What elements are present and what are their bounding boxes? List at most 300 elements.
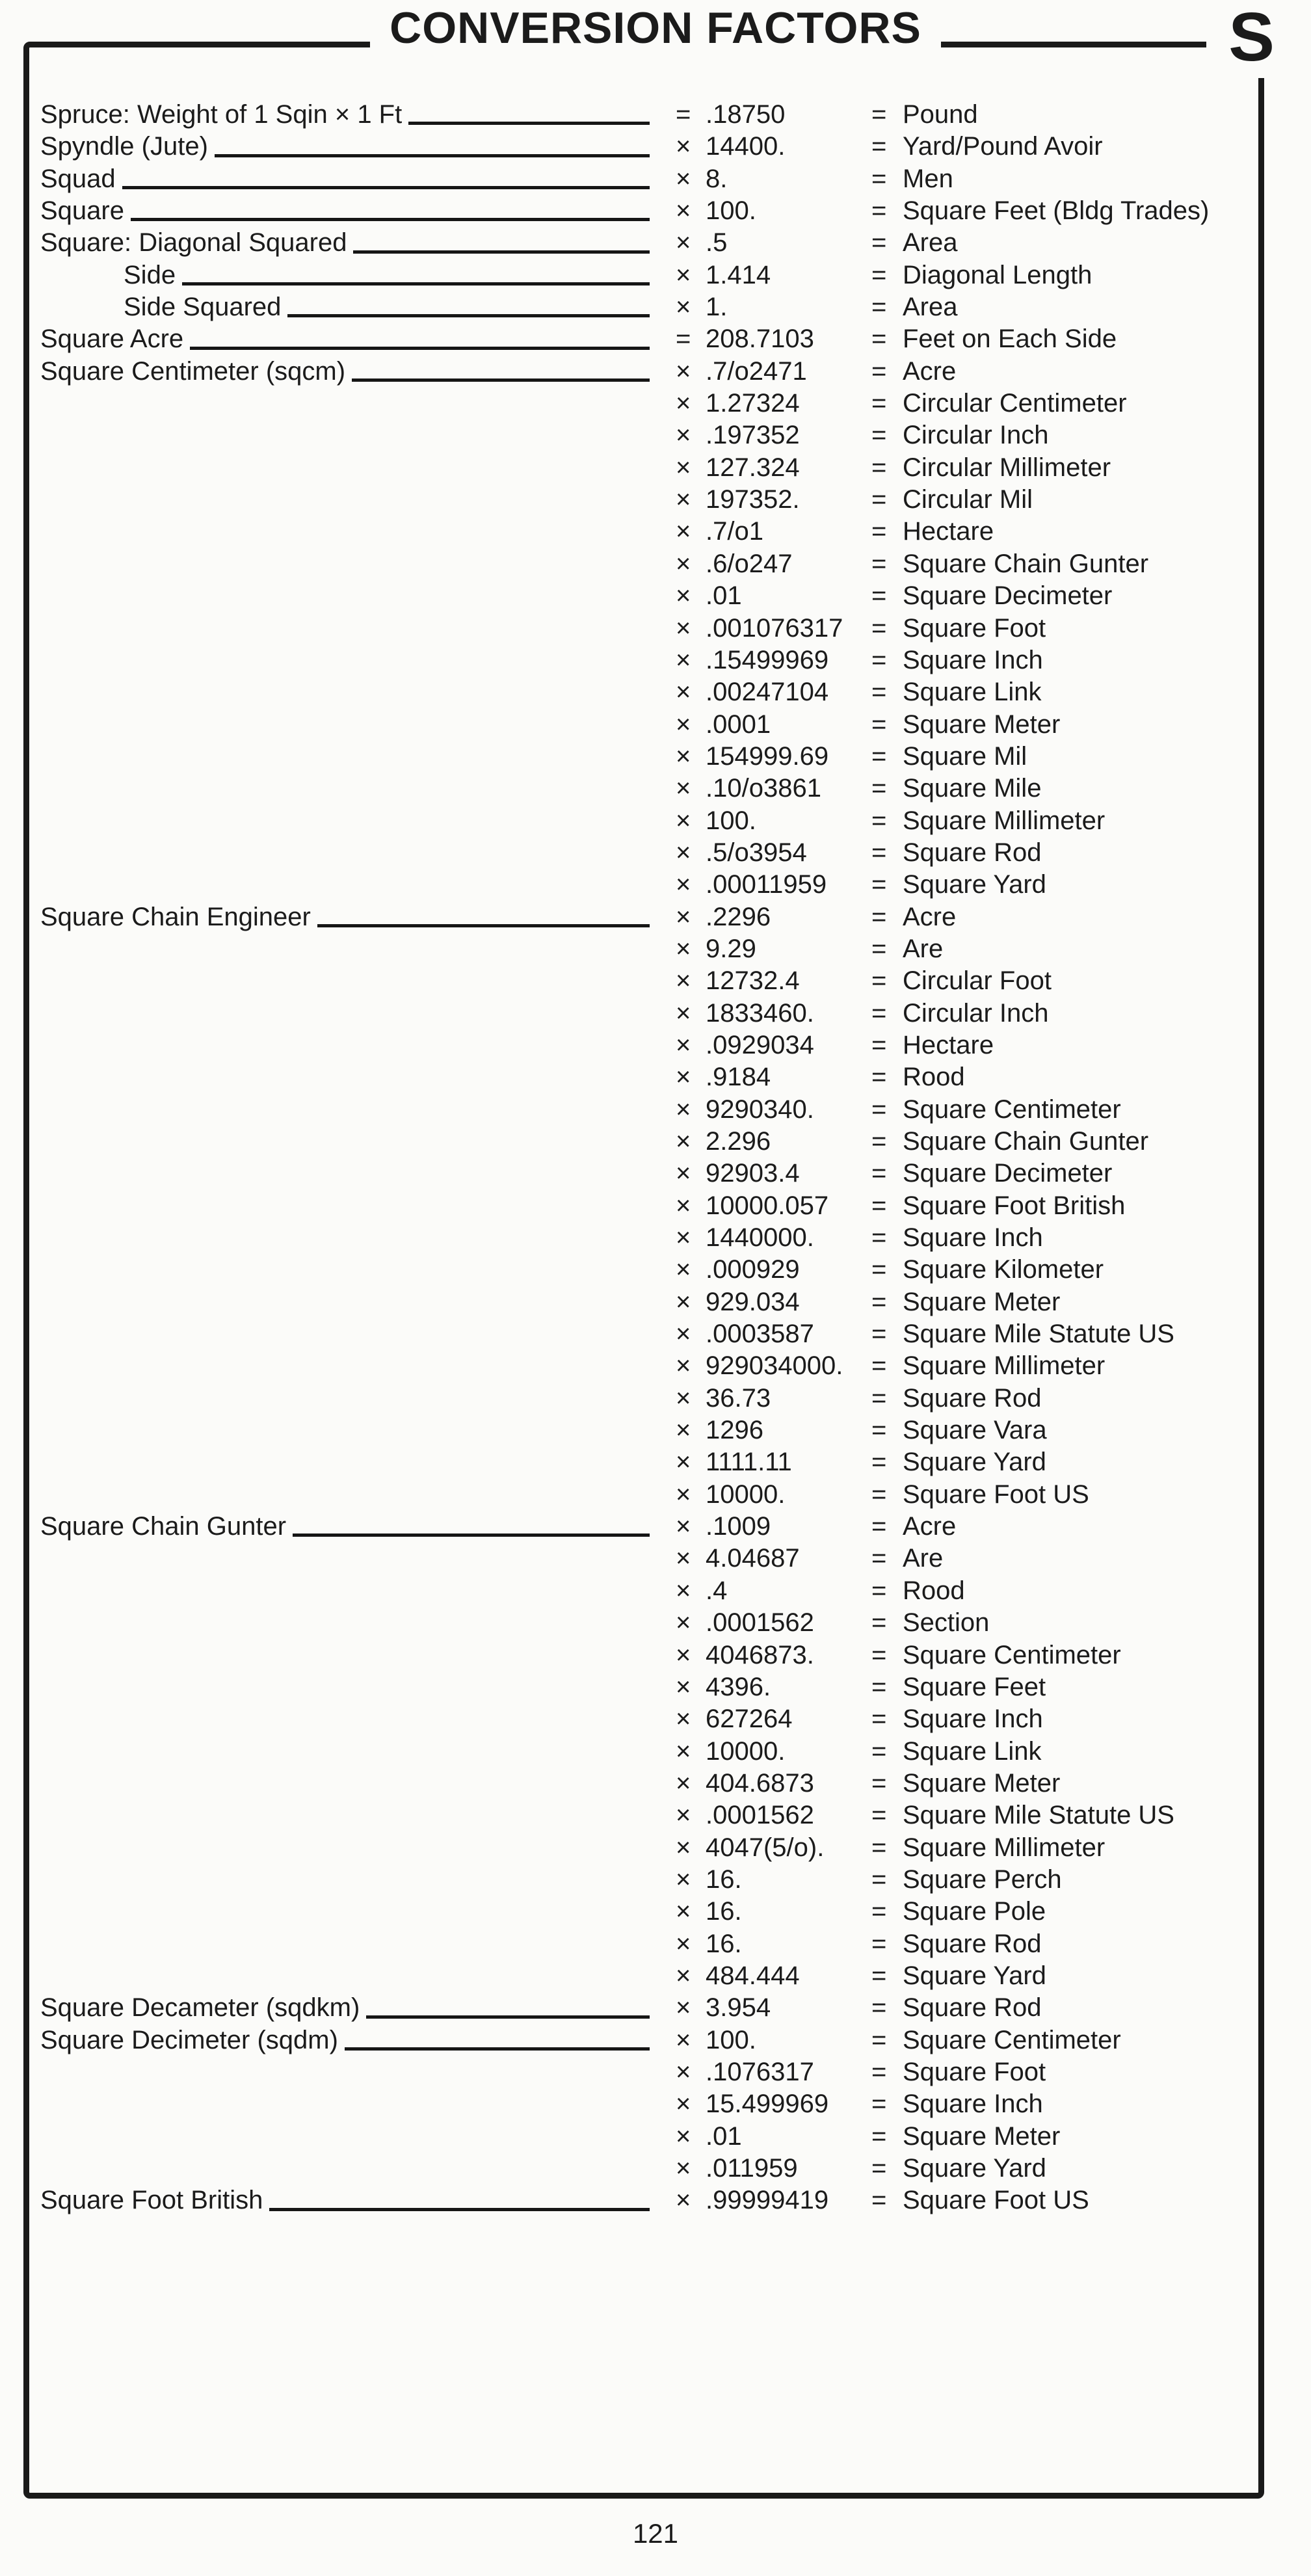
result-cell <box>871 709 1311 741</box>
result-cell <box>871 1414 1311 1446</box>
factor-value: 208.7103 <box>706 325 814 354</box>
operator-sign: × <box>676 1159 691 1188</box>
result-cell <box>871 741 1311 773</box>
equals-sign: = <box>871 549 887 578</box>
equals-sign: = <box>871 356 887 386</box>
unit-label: Square Foot British <box>40 2186 263 2215</box>
factor-value: .1076317 <box>706 2057 814 2086</box>
result-cell <box>871 1799 1311 1831</box>
unit-label-cell <box>0 1799 654 1831</box>
conversion-row <box>0 1575 1311 1607</box>
result-cell <box>871 2056 1311 2088</box>
conversion-row <box>0 1254 1311 1286</box>
result-cell <box>871 1671 1311 1703</box>
result-unit: Are <box>903 934 944 963</box>
conversion-row <box>0 805 1311 837</box>
unit-label-cell <box>0 613 654 644</box>
equals-sign: = <box>871 1833 887 1862</box>
factor-value: 1.414 <box>706 260 771 289</box>
operator-sign: × <box>676 838 691 867</box>
result-cell <box>871 259 1311 291</box>
unit-label-cell <box>0 1832 654 1864</box>
equals-sign: = <box>871 1961 887 1990</box>
equals-sign: = <box>871 325 887 354</box>
result-cell <box>871 869 1311 901</box>
factor-cell <box>654 291 871 323</box>
conversion-row <box>0 1126 1311 1158</box>
result-cell <box>871 2088 1311 2120</box>
operator-sign: × <box>676 196 691 226</box>
factor-value: .0001562 <box>706 1608 814 1638</box>
equals-sign: = <box>871 2154 887 2183</box>
unit-label-cell <box>0 1286 654 1318</box>
factor-cell <box>654 388 871 419</box>
result-unit: Square Centimeter <box>903 1640 1121 1669</box>
factor-cell <box>654 1126 871 1158</box>
result-cell <box>871 323 1311 355</box>
factor-cell <box>654 1383 871 1414</box>
equals-sign: = <box>871 1287 887 1316</box>
result-cell <box>871 965 1311 997</box>
factor-value: .0001 <box>706 710 771 739</box>
equals-sign: = <box>871 389 887 418</box>
result-unit: Diagonal Length <box>903 260 1092 289</box>
operator-sign: × <box>676 2186 691 2215</box>
operator-sign: × <box>676 549 691 578</box>
factor-value: .000929 <box>706 1255 800 1284</box>
result-unit: Feet on Each Side <box>903 325 1117 354</box>
conversion-row <box>0 291 1311 323</box>
result-cell <box>871 805 1311 837</box>
result-cell <box>871 419 1311 451</box>
unit-label-cell <box>0 965 654 997</box>
equals-sign: = <box>871 2121 887 2151</box>
result-unit: Square Inch <box>903 1223 1043 1253</box>
factor-value: 1440000. <box>706 1223 814 1253</box>
result-cell <box>871 644 1311 676</box>
factor-cell <box>654 2025 871 2056</box>
factor-value: 10000. <box>706 1480 786 1509</box>
factor-value: .5 <box>706 228 728 258</box>
unit-label-cell <box>0 1479 654 1511</box>
factor-cell <box>654 933 871 965</box>
equals-sign: = <box>871 1030 887 1059</box>
unit-label-cell <box>0 1736 654 1768</box>
result-cell <box>871 1960 1311 1992</box>
factor-value: .7/o2471 <box>706 356 807 386</box>
result-unit: Square Foot US <box>903 1480 1089 1509</box>
factor-value: 16. <box>706 1929 742 1958</box>
result-cell <box>871 1158 1311 1189</box>
result-unit: Circular Inch <box>903 421 1049 450</box>
result-unit: Pound <box>903 100 978 129</box>
unit-label: Square Decimeter (sqdm) <box>40 2025 338 2054</box>
unit-label-cell <box>0 1992 654 2024</box>
factor-cell <box>654 2056 871 2088</box>
operator-sign: × <box>676 1897 691 1926</box>
factor-cell <box>654 1799 871 1831</box>
unit-label-cell <box>0 227 654 259</box>
operator-sign: × <box>676 1736 691 1766</box>
unit-label-cell <box>0 709 654 741</box>
factor-value: .0003587 <box>706 1320 814 1349</box>
unit-label-cell <box>0 1254 654 1286</box>
section-letter-tab: S <box>1206 0 1285 78</box>
result-unit: Circular Millimeter <box>903 453 1111 482</box>
conversion-row <box>0 1896 1311 1928</box>
result-unit: Square Chain Gunter <box>903 1127 1149 1156</box>
result-cell <box>871 1864 1311 1896</box>
factor-value: 1833460. <box>706 998 814 1028</box>
unit-label-cell <box>0 1126 654 1158</box>
equals-sign: = <box>871 132 887 161</box>
factor-value: 16. <box>706 1865 742 1894</box>
operator-sign: × <box>676 1383 691 1413</box>
operator-sign: × <box>676 2025 691 2054</box>
factor-value: 16. <box>706 1897 742 1926</box>
unit-label: Side <box>124 260 176 289</box>
factor-cell <box>654 837 871 869</box>
result-cell <box>871 2153 1311 2184</box>
conversion-row <box>0 1768 1311 1799</box>
operator-sign: × <box>676 1544 691 1573</box>
result-cell <box>871 1029 1311 1061</box>
unit-label: Square Acre <box>40 325 184 354</box>
factor-value: 14400. <box>706 132 786 161</box>
conversion-row <box>0 1736 1311 1768</box>
result-unit: Circular Mil <box>903 485 1033 514</box>
unit-label: Side Squared <box>124 293 282 322</box>
equals-sign: = <box>871 293 887 322</box>
equals-sign: = <box>871 1640 887 1669</box>
equals-sign: = <box>871 2025 887 2054</box>
unit-label-cell <box>0 1029 654 1061</box>
equals-sign: = <box>871 2186 887 2215</box>
result-cell <box>871 580 1311 612</box>
equals-sign: = <box>871 1063 887 1092</box>
operator-sign: × <box>676 1576 691 1605</box>
unit-label-cell <box>0 1383 654 1414</box>
leader-line <box>345 2047 650 2051</box>
result-cell <box>871 1479 1311 1511</box>
conversion-row <box>0 1864 1311 1896</box>
operator-sign: × <box>676 1705 691 1734</box>
factor-cell <box>654 1703 871 1735</box>
unit-label-cell <box>0 1671 654 1703</box>
result-cell <box>871 1318 1311 1350</box>
unit-label-cell <box>0 291 654 323</box>
factor-value: 92903.4 <box>706 1159 800 1188</box>
leader-line <box>269 2208 650 2211</box>
factor-value: 1111.11 <box>706 1448 792 1477</box>
operator-sign: = <box>676 325 691 354</box>
factor-value: 4396. <box>706 1672 771 1701</box>
factor-value: .2296 <box>706 902 771 931</box>
factor-cell <box>654 1479 871 1511</box>
factor-value: .15499969 <box>706 645 829 674</box>
unit-label-cell <box>0 131 654 163</box>
result-unit: Are <box>903 1544 944 1573</box>
conversion-row <box>0 773 1311 804</box>
equals-sign: = <box>871 581 887 611</box>
result-cell <box>871 195 1311 227</box>
leader-line <box>317 924 650 927</box>
result-unit: Area <box>903 293 958 322</box>
operator-sign: × <box>676 1351 691 1381</box>
operator-sign: × <box>676 1255 691 1284</box>
operator-sign: = <box>676 100 691 129</box>
factor-value: 404.6873 <box>706 1768 814 1798</box>
unit-label-cell <box>0 548 654 580</box>
result-unit: Square Inch <box>903 645 1043 674</box>
factor-cell <box>654 1286 871 1318</box>
factor-value: 10000.057 <box>706 1191 829 1220</box>
operator-sign: × <box>676 1672 691 1701</box>
unit-label: Spyndle (Jute) <box>40 132 208 161</box>
result-unit: Yard/Pound Avoir <box>903 132 1103 161</box>
leader-line <box>190 347 650 350</box>
result-cell <box>871 773 1311 804</box>
equals-sign: = <box>871 1255 887 1284</box>
unit-label-cell <box>0 356 654 388</box>
equals-sign: = <box>871 741 887 771</box>
conversion-row <box>0 901 1311 933</box>
result-cell <box>871 1061 1311 1093</box>
factor-cell <box>654 1928 871 1960</box>
factor-value: 627264 <box>706 1705 793 1734</box>
leader-line <box>131 218 650 221</box>
operator-sign: × <box>676 1448 691 1477</box>
operator-sign: × <box>676 774 691 803</box>
conversion-row <box>0 644 1311 676</box>
factor-value: 12732.4 <box>706 966 800 996</box>
result-cell <box>871 1511 1311 1543</box>
unit-label-cell <box>0 2184 654 2216</box>
conversion-row <box>0 1158 1311 1189</box>
conversion-row <box>0 580 1311 612</box>
result-cell <box>871 388 1311 419</box>
factor-value: 15.499969 <box>706 2090 829 2119</box>
equals-sign: = <box>871 774 887 803</box>
operator-sign: × <box>676 356 691 386</box>
factor-cell <box>654 548 871 580</box>
unit-label: Square Centimeter (sqcm) <box>40 356 346 386</box>
factor-cell <box>654 1736 871 1768</box>
unit-label-cell <box>0 837 654 869</box>
operator-sign: × <box>676 1640 691 1669</box>
leader-line <box>182 282 650 285</box>
unit-label-cell <box>0 1768 654 1799</box>
factor-cell <box>654 1832 871 1864</box>
factor-cell <box>654 741 871 773</box>
leader-line <box>293 1534 650 1537</box>
factor-value: .00011959 <box>706 870 827 899</box>
page-header <box>0 3 1311 59</box>
conversion-row <box>0 1318 1311 1350</box>
result-unit: Acre <box>903 1512 957 1541</box>
result-cell <box>871 1222 1311 1254</box>
result-unit: Square Meter <box>903 1287 1061 1316</box>
operator-sign: × <box>676 998 691 1028</box>
factor-value: .5/o3954 <box>706 838 807 867</box>
result-cell <box>871 1286 1311 1318</box>
operator-sign: × <box>676 1833 691 1862</box>
factor-value: .001076317 <box>706 613 843 643</box>
equals-sign: = <box>871 1576 887 1605</box>
equals-sign: = <box>871 1736 887 1766</box>
unit-label-cell <box>0 1960 654 1992</box>
result-cell <box>871 837 1311 869</box>
unit-label-cell <box>0 933 654 965</box>
equals-sign: = <box>871 1351 887 1381</box>
result-cell <box>871 452 1311 484</box>
result-unit: Square Rod <box>903 1993 1042 2023</box>
factor-cell <box>654 1029 871 1061</box>
factor-value: 4046873. <box>706 1640 814 1669</box>
unit-label-cell <box>0 2121 654 2153</box>
factor-value: 1.27324 <box>706 389 800 418</box>
conversion-row <box>0 484 1311 516</box>
conversion-row <box>0 1446 1311 1478</box>
factor-value: 100. <box>706 806 756 835</box>
equals-sign: = <box>871 1929 887 1958</box>
result-cell <box>871 1543 1311 1574</box>
factor-cell <box>654 1671 871 1703</box>
conversion-row <box>0 1640 1311 1671</box>
conversion-row <box>0 259 1311 291</box>
conversion-row <box>0 709 1311 741</box>
result-unit: Square Rod <box>903 838 1042 867</box>
equals-sign: = <box>871 453 887 482</box>
unit-label-cell <box>0 1190 654 1222</box>
unit-label-cell <box>0 1640 654 1671</box>
result-unit: Square Decimeter <box>903 1159 1113 1188</box>
operator-sign: × <box>676 870 691 899</box>
factor-cell <box>654 1158 871 1189</box>
operator-sign: × <box>676 1416 691 1445</box>
result-unit: Section <box>903 1608 990 1638</box>
factor-value: 4047(5/o). <box>706 1833 825 1862</box>
factor-value: 127.324 <box>706 453 800 482</box>
operator-sign: × <box>676 1320 691 1349</box>
result-unit: Acre <box>903 356 957 386</box>
conversion-row <box>0 452 1311 484</box>
operator-sign: × <box>676 132 691 161</box>
factor-value: 1. <box>706 293 728 322</box>
conversion-row <box>0 388 1311 419</box>
equals-sign: = <box>871 1865 887 1894</box>
result-unit: Square Yard <box>903 870 1046 899</box>
factor-value: 929.034 <box>706 1287 800 1316</box>
unit-label-cell <box>0 388 654 419</box>
result-unit: Square Decimeter <box>903 581 1113 611</box>
equals-sign: = <box>871 1416 887 1445</box>
result-cell <box>871 516 1311 548</box>
result-unit: Square Foot US <box>903 2186 1089 2215</box>
result-unit: Square Chain Gunter <box>903 549 1149 578</box>
conversion-row <box>0 1511 1311 1543</box>
unit-label-cell <box>0 452 654 484</box>
unit-label-cell <box>0 901 654 933</box>
result-cell <box>871 901 1311 933</box>
factor-cell <box>654 1543 871 1574</box>
factor-cell <box>654 1414 871 1446</box>
result-unit: Square Yard <box>903 1961 1046 1990</box>
factor-cell <box>654 613 871 644</box>
unit-label: Square: Diagonal Squared <box>40 228 347 258</box>
unit-label-cell <box>0 1446 654 1478</box>
factor-value: 9.29 <box>706 934 756 963</box>
factor-value: .0929034 <box>706 1030 814 1059</box>
equals-sign: = <box>871 1191 887 1220</box>
factor-value: .10/o3861 <box>706 774 821 803</box>
conversion-row <box>0 131 1311 163</box>
factor-cell <box>654 1575 871 1607</box>
result-cell <box>871 163 1311 195</box>
conversion-row <box>0 998 1311 1029</box>
factor-cell <box>654 131 871 163</box>
unit-label-cell <box>0 323 654 355</box>
conversion-row <box>0 1414 1311 1446</box>
conversion-row <box>0 548 1311 580</box>
operator-sign: × <box>676 228 691 258</box>
result-unit: Square Mil <box>903 741 1027 771</box>
unit-label-cell <box>0 1061 654 1093</box>
factor-value: 2.296 <box>706 1127 771 1156</box>
result-cell <box>871 1575 1311 1607</box>
factor-value: .00247104 <box>706 678 829 707</box>
equals-sign: = <box>871 228 887 258</box>
result-cell <box>871 131 1311 163</box>
unit-label-cell <box>0 998 654 1029</box>
conversion-row <box>0 163 1311 195</box>
factor-cell <box>654 1190 871 1222</box>
result-unit: Square Rod <box>903 1383 1042 1413</box>
conversion-row <box>0 195 1311 227</box>
factor-cell <box>654 965 871 997</box>
conversion-row <box>0 1350 1311 1382</box>
operator-sign: × <box>676 678 691 707</box>
result-cell <box>871 291 1311 323</box>
result-cell <box>871 1928 1311 1960</box>
unit-label: Square <box>40 196 124 226</box>
factor-value: 36.73 <box>706 1383 771 1413</box>
equals-sign: = <box>871 164 887 193</box>
leader-line <box>353 250 650 254</box>
factor-cell <box>654 1864 871 1896</box>
result-cell <box>871 1607 1311 1639</box>
result-cell <box>871 1383 1311 1414</box>
result-cell <box>871 227 1311 259</box>
result-unit: Circular Inch <box>903 998 1049 1028</box>
result-unit: Acre <box>903 902 957 931</box>
factor-cell <box>654 1254 871 1286</box>
unit-label-cell <box>0 516 654 548</box>
unit-label-cell <box>0 2056 654 2088</box>
result-unit: Square Millimeter <box>903 806 1106 835</box>
equals-sign: = <box>871 260 887 289</box>
operator-sign: × <box>676 902 691 931</box>
unit-label-cell <box>0 644 654 676</box>
factor-cell <box>654 227 871 259</box>
factor-cell <box>654 1094 871 1126</box>
factor-cell <box>654 356 871 388</box>
operator-sign: × <box>676 581 691 611</box>
equals-sign: = <box>871 2057 887 2086</box>
factor-value: .7/o1 <box>706 517 763 546</box>
unit-label-cell <box>0 2088 654 2120</box>
equals-sign: = <box>871 998 887 1028</box>
